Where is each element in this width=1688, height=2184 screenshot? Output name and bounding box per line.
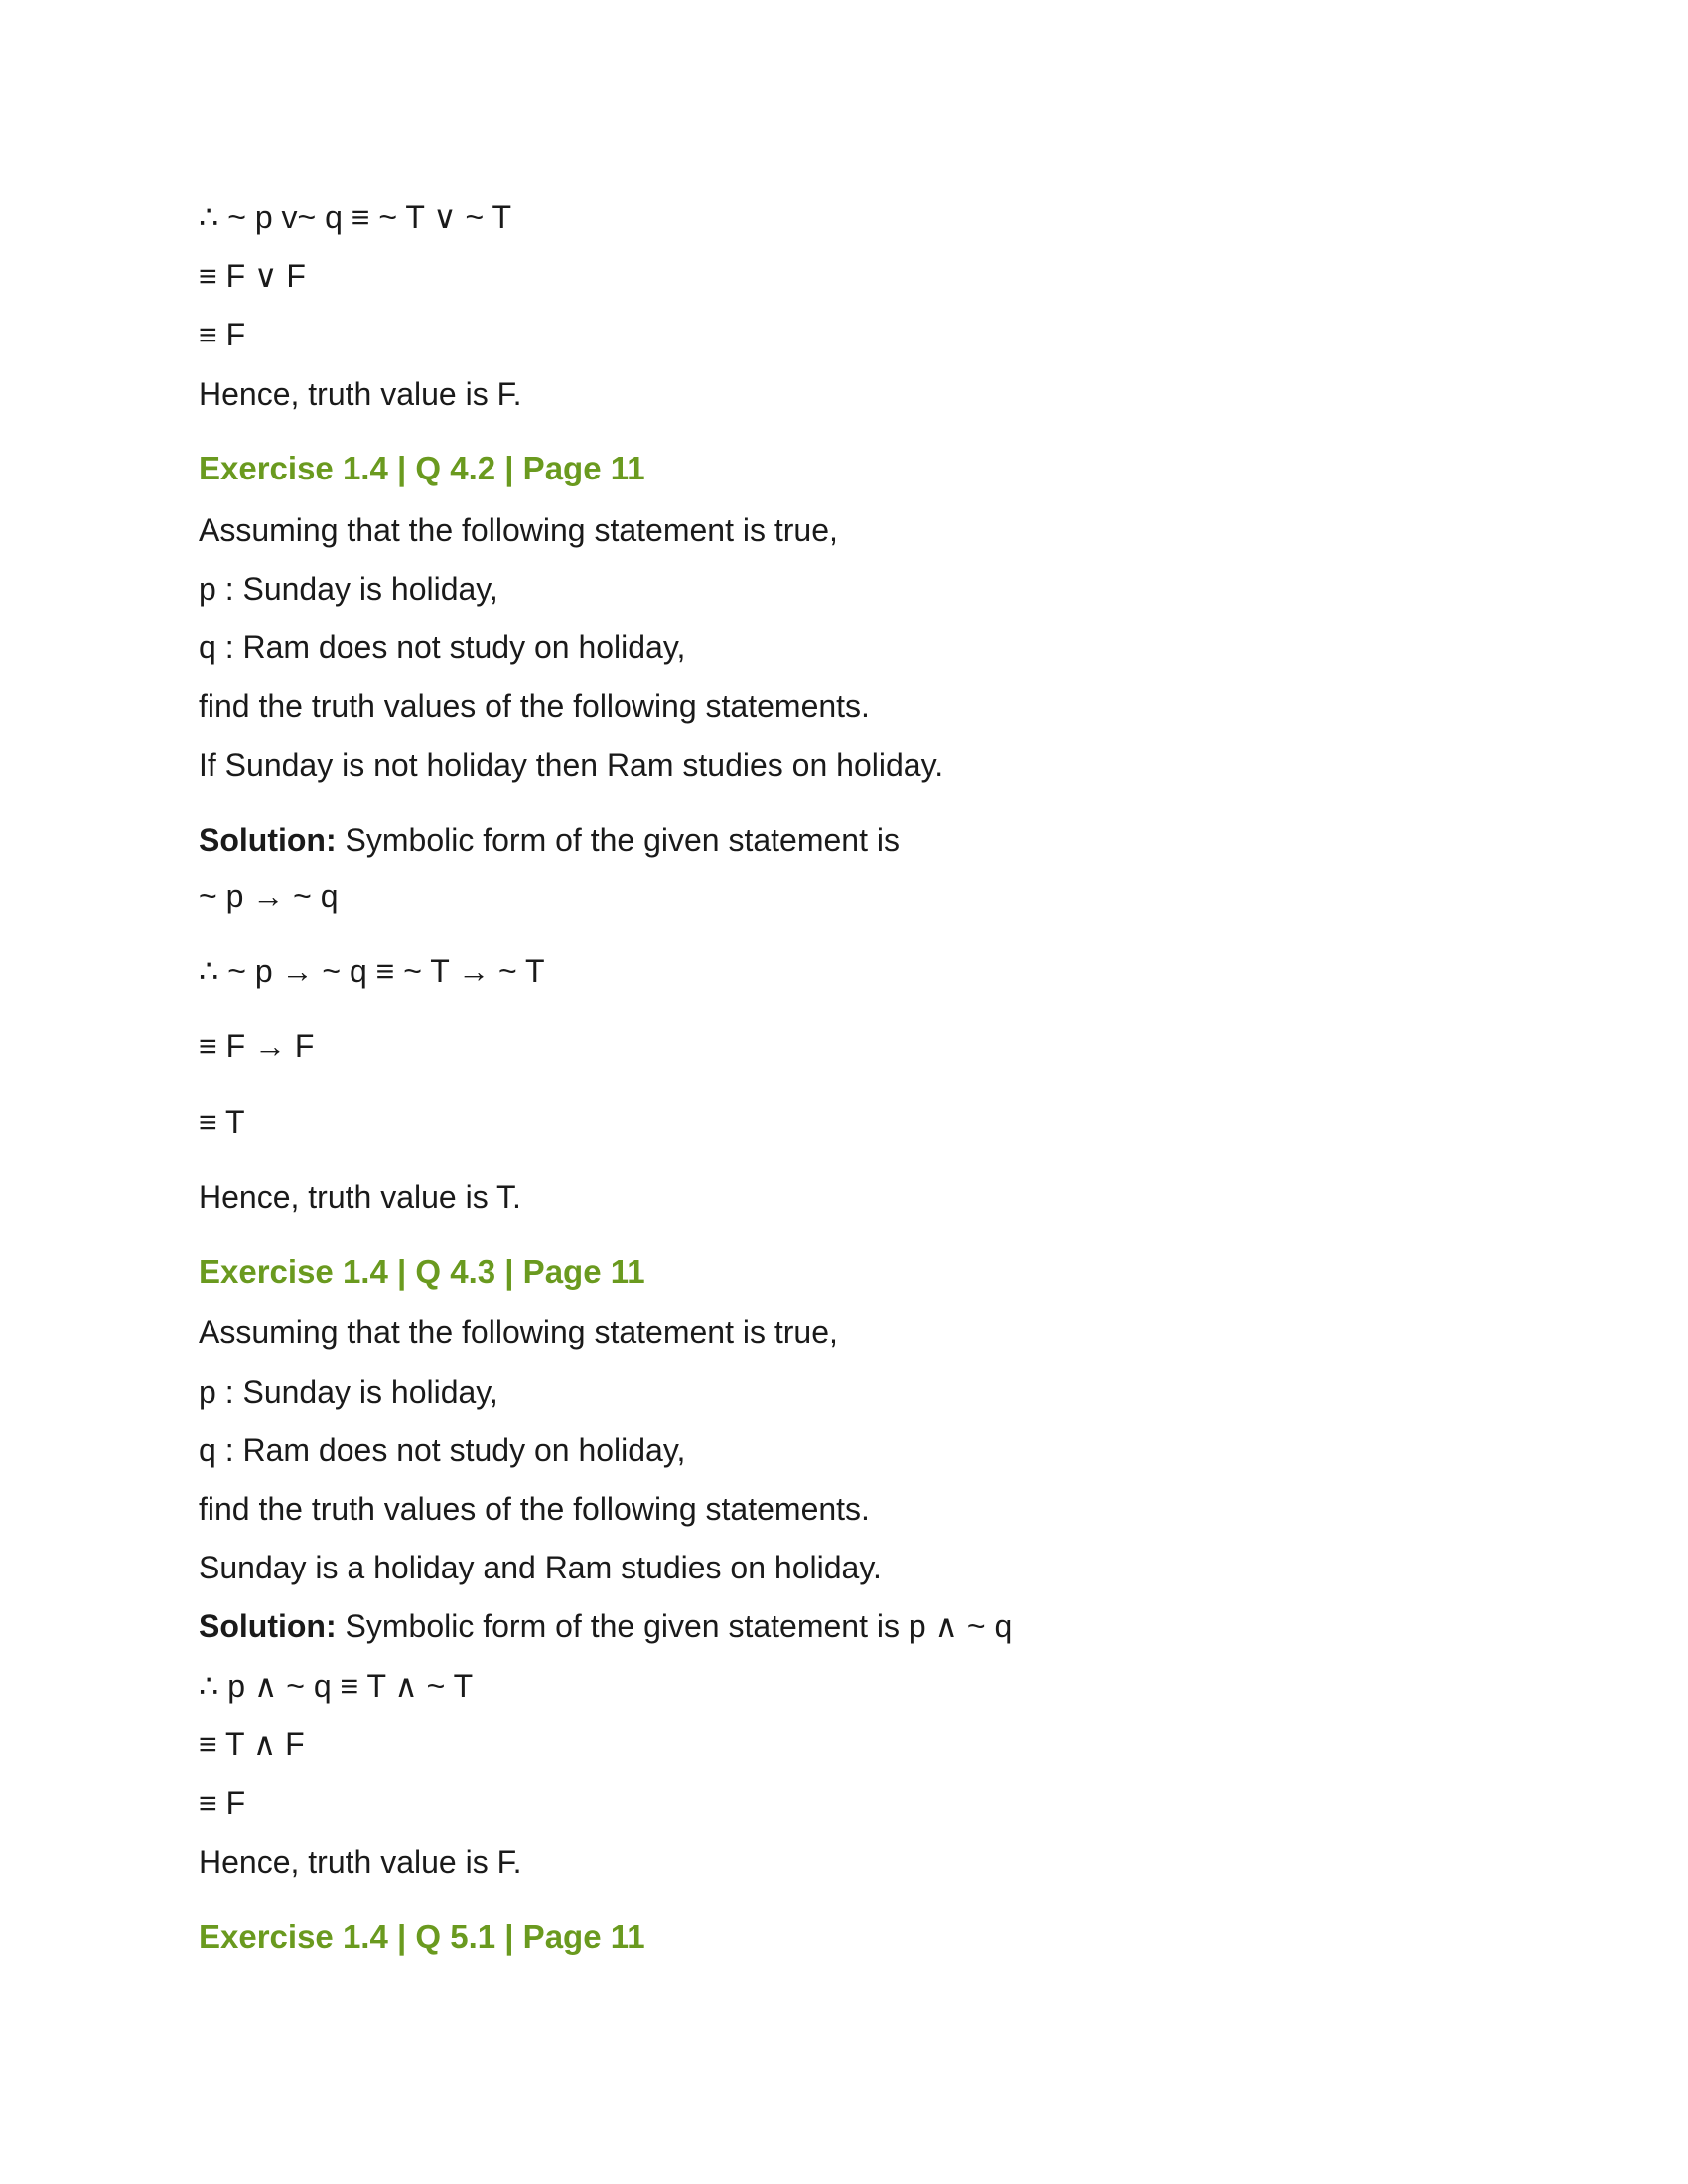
question-line: q : Ram does not study on holiday, xyxy=(199,1433,686,1468)
solution-text: Symbolic form of the given statement is p ∧ ~ q xyxy=(336,1608,1013,1644)
solution-line xyxy=(199,820,900,860)
math-line: ≡ F → F xyxy=(199,1028,315,1064)
math-line: ≡ F xyxy=(199,317,246,352)
math-line: ∴ ~ p v~ q ≡ ~ T ∨ ~ T xyxy=(199,200,512,235)
math-line: ≡ T xyxy=(199,1104,245,1140)
math-line: ≡ F ∨ F xyxy=(199,258,306,294)
exercise-heading-q4-3[interactable]: Exercise 1.4 | Q 4.3 | Page 11 xyxy=(199,1253,645,1290)
question-line: p : Sunday is holiday, xyxy=(199,571,498,607)
solution-line xyxy=(199,1606,1012,1646)
question-line: find the truth values of the following statements. xyxy=(199,1491,870,1527)
question-line: If Sunday is not holiday then Ram studies on holiday. xyxy=(199,748,944,783)
question-line: Assuming that the following statement is true, xyxy=(199,1314,838,1350)
math-line: ∴ p ∧ ~ q ≡ T ∧ ~ T xyxy=(199,1668,474,1704)
conclusion-line: Hence, truth value is T. xyxy=(199,1179,521,1215)
question-line: q : Ram does not study on holiday, xyxy=(199,629,686,665)
solution-text: Symbolic form of the given statement is xyxy=(336,822,900,858)
question-line: Assuming that the following statement is true, xyxy=(199,512,838,548)
question-line: Sunday is a holiday and Ram studies on holiday. xyxy=(199,1550,882,1585)
question-line: find the truth values of the following statements. xyxy=(199,688,870,724)
math-line: ≡ F xyxy=(199,1785,246,1821)
conclusion-line: Hence, truth value is F. xyxy=(199,376,522,412)
exercise-heading-q4-2[interactable]: Exercise 1.4 | Q 4.2 | Page 11 xyxy=(199,450,645,486)
math-line: ≡ T ∧ F xyxy=(199,1726,305,1762)
question-line: p : Sunday is holiday, xyxy=(199,1374,498,1410)
math-line: ∴ ~ p → ~ q ≡ ~ T → ~ T xyxy=(199,953,545,989)
solution-label: Solution: xyxy=(199,822,337,858)
conclusion-line: Hence, truth value is F. xyxy=(199,1844,522,1880)
exercise-heading-q5-1[interactable]: Exercise 1.4 | Q 5.1 | Page 11 xyxy=(199,1918,645,1955)
solution-label: Solution: xyxy=(199,1608,337,1644)
math-line: ~ p → ~ q xyxy=(199,879,339,914)
